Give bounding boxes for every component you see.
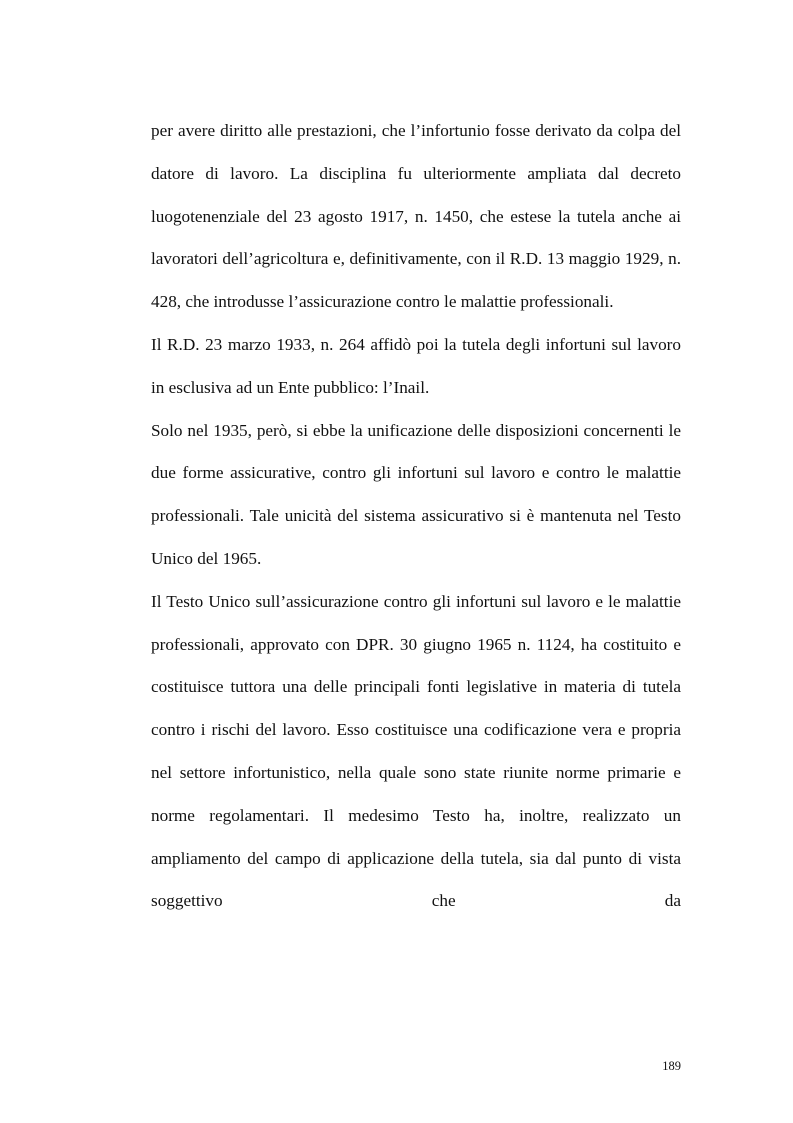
paragraph-2: Il R.D. 23 marzo 1933, n. 264 affidò poi la tutela degli infortuni sul lavoro in esclusiva ad un Ente pubblico: l’Inail. — [151, 334, 681, 397]
page-number: 189 — [662, 1059, 681, 1073]
paragraph-1: per avere diritto alle prestazioni, che l’infortunio fosse derivato da colpa del datore di lavoro. La disciplina fu ulteriormente ampliata dal decreto luogotenenziale del 23 agosto 1917, n. 1450, che estese la tutela anche ai lavoratori dell’agricoltura e, definitivamente, con il R.D. 13 maggio 1929, n. 428, che introdusse l’assicurazione contro le malattie professionali. — [151, 121, 681, 312]
body-text — [151, 110, 681, 923]
paragraph-4: Il Testo Unico sull’assicurazione contro gli infortuni sul lavoro e le malattie professionali, approvato con DPR. 30 giugno 1965 n. 1124, ha costituito e costituisce tuttora una delle principali fonti legislative in materia di tutela contro i rischi del lavoro. Esso costituisce una codificazione vera e propria nel settore infortunistico, nella quale sono state riunite norme primarie e norme regolamentari. Il medesimo Testo ha, inoltre, realizzato un ampliamento del campo di applicazione della tutela, sia dal punto di vista soggettivo che da — [151, 591, 681, 911]
paragraph-3: Solo nel 1935, però, si ebbe la unificazione delle disposizioni concernenti le due forme assicurative, contro gli infortuni sul lavoro e contro le malattie professionali. Tale unicità del sistema assicurativo si è mantenuta nel Testo Unico del 1965. — [151, 420, 681, 568]
